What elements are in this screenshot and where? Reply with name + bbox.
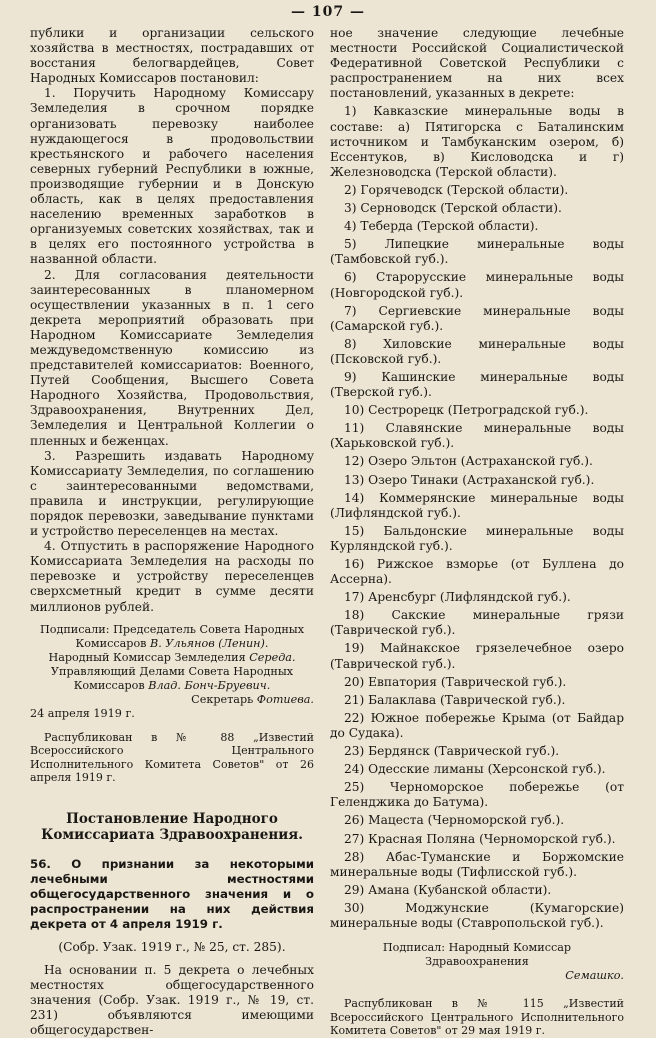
signature-name: Семашко. (565, 969, 624, 983)
resort-list-item: 3) Серноводск (Терской области). (344, 201, 562, 216)
resort-list-item: 4) Теберда (Терской области). (344, 219, 539, 234)
intro-paragraph-right: ное значение следующие лечебные местности Российской Социалистической Федеративной Советской Республики с распространением на них всех постановлений, указанных в декрете: (330, 26, 624, 101)
publication-note-right: Распубликован в № 115 „Известий Всероссийского Центрального Исполнительного Комитета Советов" от 29 мая 1919 г. (330, 997, 624, 1038)
signature-name: Середа. (249, 650, 296, 664)
signatures-block (30, 623, 314, 721)
signature-title: Комиссаров (75, 636, 147, 650)
intro-paragraph: публики и организации сельского хозяйства в местностях, пострадавших от восстания белогвардейцев, Совет Народных Комиссаров постановил: (30, 26, 314, 86)
clause-3: 3. Разрешить издавать Народному Комиссариату Земледелия, по соглашению с заинтересованными ведомствами, правила и инструкции, регулирующие порядок перевозки, заведывание пунктами и устройство переселенцев на местах. (30, 448, 314, 539)
signature-line: Управляющий Делами Совета Народных (50, 664, 294, 678)
resort-list-item: 24) Одесские лиманы (Херсонской губ.). (344, 762, 606, 777)
page-number: — 107 — (291, 4, 365, 20)
resort-list-item: 22) Южное побережье Крыма (от Байдар до Судака). (330, 710, 624, 740)
resort-list-item: 23) Бердянск (Таврической губ.). (344, 744, 560, 759)
resort-list-item: 13) Озеро Тинаки (Астраханской губ.). (344, 472, 595, 487)
resort-list-item: 6) Старорусские минеральные воды (Новгородской губ.). (330, 270, 624, 300)
source-reference: (Собр. Узак. 1919 г., № 25, ст. 285). (58, 939, 286, 954)
resort-list-item: 10) Сестрорецк (Петроградской губ.). (344, 403, 589, 418)
signature-name: Влад. Бонч-Бруевич. (148, 678, 271, 692)
resort-list-item: 5) Липецкие минеральные воды (Тамбовской губ.). (330, 237, 624, 267)
clause-4: 4. Отпустить в распоряжение Народного Комиссариата Земледелия на расходы по перевозке и устройству переселенцев сверхсметный кредит в сумме десяти миллионов рублей. (30, 539, 314, 614)
resort-list-item: 12) Озеро Эльтон (Астраханской губ.). (344, 454, 593, 469)
resort-list-item: 28) Абас-Туманские и Боржомские минеральные воды (Тифлисской губ.). (330, 849, 624, 879)
signature-line (30, 651, 314, 665)
resort-list-item: 11) Славянские минеральные воды (Харьковской губ.). (330, 421, 624, 451)
signature-title: Секретарь (191, 692, 254, 706)
resort-list-item: 14) Коммерянские минеральные воды (Лифляндской губ.). (330, 490, 624, 520)
right-column (330, 26, 624, 1038)
signature-title: Народный Комиссар Земледелия (48, 650, 246, 664)
resort-list (330, 104, 624, 931)
signature-title: Комиссаров (73, 678, 145, 692)
resort-list-item: 7) Сергиевские минеральные воды (Самарской губ.). (330, 303, 624, 333)
resort-list-item: 25) Черноморское побережье (от Геленджика до Батума). (330, 780, 624, 810)
resort-list-item: 20) Евпатория (Таврической губ.). (344, 674, 567, 689)
signature-line: Подписали: Председатель Совета Народных (39, 622, 305, 636)
section-heading: Постановление Народного Комиссариата Здравоохранения. (41, 810, 303, 843)
resort-list-item: 9) Кашинские минеральные воды (Тверской губ.). (330, 369, 624, 400)
signature-line (30, 679, 314, 693)
decree-date: 24 апреля 1919 г. (30, 706, 135, 720)
resort-list-item: 21) Балаклава (Таврической губ.). (344, 692, 566, 707)
decree-title: 56. О признании за некоторыми лечебными местностями общегосударственного значения и о распространении на них действия декрета от 4 апреля 1919 г. (30, 856, 314, 931)
resort-list-item: 30) Моджунские (Кумагорские) минеральные воды (Ставропольской губ.). (330, 900, 624, 930)
resort-list-item: 15) Бальдонские минеральные воды Курляндской губ.). (330, 523, 624, 553)
resort-list-item: 16) Рижское взморье (от Буллена до Ассерна). (330, 557, 624, 587)
resort-list-item: 27) Красная Поляна (Черноморской губ.). (344, 831, 616, 846)
signature-line (30, 637, 314, 651)
resort-list-item: 29) Амана (Кубанской области). (344, 882, 552, 897)
signature-name: В. Ульянов (Ленин). (150, 636, 269, 650)
basis-paragraph: На основании п. 5 декрета о лечебных местностях общегосударственного значения (Собр. Узак. 1919 г., № 19, ст. 231) объявляются имеющими общегосударствен- (30, 962, 314, 1038)
resort-list-item: 26) Мацеста (Черноморской губ.). (344, 813, 565, 828)
resort-list-item: 19) Майнакское грязелечебное озеро (Таврической губ.). (330, 641, 624, 671)
left-column (30, 26, 314, 1038)
signature-block-right (330, 941, 624, 983)
publication-note: Распубликован в № 88 „Известий Всероссийского Центрального Исполнительного Комитета Советов" от 26 апреля 1919 г. (30, 730, 314, 785)
clause-1: 1. Поручить Народному Комиссару Земледелия в срочном порядке организовать перевозку наиболее нуждающегося в продовольствии крестьянского и рабочего населения северных губерний Республики в южные, производящие губернии и в Донскую область, как в целях предоставления населению временных заработков в организуемых советских хозяйствах, так и в целях его постоянного устройства в названной области. (30, 86, 314, 267)
signature-line: Подписал: Народный Комиссар Здравоохранения (382, 941, 572, 969)
resort-list-item: 17) Аренсбург (Лифляндской губ.). (344, 590, 571, 605)
resort-list-item: 18) Сакские минеральные грязи (Таврической губ.). (330, 608, 624, 638)
signature-line (30, 693, 314, 707)
resort-list-item: 2) Горячеводск (Терской области). (344, 182, 569, 197)
clause-2: 2. Для согласования деятельности заинтересованных в планомерном осуществлении указанных в п. 1 сего декрета мероприятий образовать при Народном Комиссариате Земледелия междуведомственную комиссию из представителей комиссариатов: Военного, Путей Сообщения, Высшего Совета Народного Хозяйства, Продовольствия, Здравоохранения, Внутренних Дел, Земледелия и Центральной Коллегии о пленных и беженцах. (30, 267, 314, 448)
resort-list-item: 1) Кавказские минеральные воды в составе: а) Пятигорска с Баталинским источником и Тамбуканским озером, б) Ессентуков, в) Кисловодска и г) Железноводска (Терской области). (330, 104, 624, 179)
resort-list-item: 8) Хиловские минеральные воды (Псковской губ.). (330, 336, 624, 366)
signature-name: Фотиева. (256, 692, 314, 706)
